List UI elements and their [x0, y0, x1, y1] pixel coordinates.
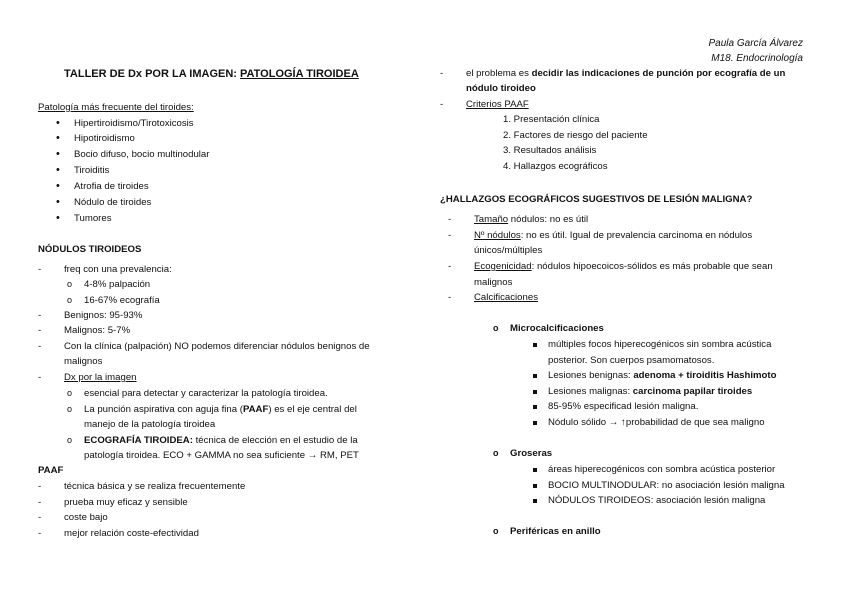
clinic-line: - Con la clínica (palpación) NO podemos diferenciar nódulos benignos de [64, 339, 370, 355]
malign-line: - Malignos: 5-7% [64, 323, 130, 339]
micro-item-cont: posterior. Son cuerpos psamomatosos. [548, 355, 715, 366]
finding-calcifications: - Calcificaciones [474, 290, 538, 306]
criteria-heading: - Criterios PAAF [466, 97, 529, 113]
freq-sub-item: o 16-67% ecografía [84, 293, 160, 309]
nodules-heading: NÓDULOS TIROIDEOS [38, 244, 142, 255]
problem-line: - el problema es decidir las indicaciones de punción por ecografía de un [466, 66, 785, 82]
dx-item-cont: manejo de la patología tiroidea [84, 419, 216, 430]
gross-item: BOCIO MULTINODULAR: no asociación lesión maligna [548, 478, 785, 494]
micro-item: Lesiones benignas: adenoma + tiroiditis Hashimoto [548, 368, 776, 384]
dx-heading: - Dx por la imagen [64, 370, 137, 386]
dx-item: o ECOGRAFÍA TIROIDEA: técnica de elección en el estudio de la [84, 433, 358, 449]
author-course: M18. Endocrinología [711, 53, 803, 64]
list-item: • Bocio difuso, bocio multinodular [74, 147, 209, 163]
paaf-item: - coste bajo [64, 510, 108, 526]
micro-item: múltiples focos hiperecogénicos sin sombra acústica [548, 337, 771, 353]
clinic-line-cont: malignos [64, 356, 103, 367]
list-item: • Tiroiditis [74, 163, 109, 179]
criteria-item: 1. Presentación clínica [503, 114, 600, 125]
micro-item: 85-95% especificad lesión maligna. [548, 399, 698, 415]
paaf-heading: PAAF [38, 465, 64, 476]
micro-heading: o Microcalcificaciones [510, 321, 604, 337]
finding-number-cont: únicos/múltiples [474, 245, 543, 256]
gross-item: NÓDULOS TIROIDEOS: asociación lesión maligna [548, 493, 765, 509]
finding-number: - Nº nódulos: no es útil. Igual de prevalencia carcinoma en nódulos [474, 228, 752, 244]
list-item: • Atrofia de tiroides [74, 179, 149, 195]
findings-heading: ¿HALLAZGOS ECOGRÁFICOS SUGESTIVOS DE LESIÓN MALIGNA? [440, 194, 753, 205]
micro-item: Nódulo sólido → ↑probabilidad de que sea maligno [548, 415, 765, 431]
dx-item: o La punción aspirativa con aguja fina (PAAF) es el eje central del [84, 402, 357, 418]
criteria-item: 4. Hallazgos ecográficos [503, 161, 608, 172]
list-item: • Nódulo de tiroides [74, 195, 151, 211]
freq-sub-item: o 4-8% palpación [84, 277, 150, 293]
gross-item: áreas hiperecogénicos con sombra acústica posterior [548, 462, 775, 478]
freq-line: - freq con una prevalencia: [64, 262, 172, 278]
finding-echogenicity: - Ecogenicidad: nódulos hipoecoicos-sólidos es más probable que sean [474, 259, 773, 275]
list-item: • Hipertiroidismo/Tirotoxicosis [74, 116, 194, 132]
peripheral-heading: o Periféricas en anillo [510, 524, 601, 540]
page-title: TALLER DE Dx POR LA IMAGEN: PATOLOGÍA TIROIDEA [64, 68, 359, 80]
finding-echogenicity-cont: malignos [474, 277, 513, 288]
criteria-item: 3. Resultados análisis [503, 145, 597, 156]
dx-item: o esencial para detectar y caracterizar la patología tiroidea. [84, 386, 328, 402]
paaf-item: - técnica básica y se realiza frecuentemente [64, 479, 245, 495]
paaf-item: - mejor relación coste-efectividad [64, 526, 199, 542]
dx-item-cont: patología tiroidea. ECO + GAMMA no sea suficiente → RM, PET [84, 450, 359, 461]
benign-line: - Benignos: 95-93% [64, 308, 142, 324]
finding-size: - Tamaño nódulos: no es útil [474, 212, 588, 228]
problem-line-cont: nódulo tiroideo [466, 83, 536, 94]
list-item: • Tumores [74, 211, 112, 227]
criteria-item: 2. Factores de riesgo del paciente [503, 130, 648, 141]
micro-item: Lesiones malignas: carcinoma papilar tiroides [548, 384, 752, 400]
paaf-item: - prueba muy eficaz y sensible [64, 495, 188, 511]
author-name: Paula García Álvarez [708, 38, 803, 49]
gross-heading: o Groseras [510, 446, 552, 462]
pathology-heading: Patología más frecuente del tiroides: [38, 102, 194, 113]
list-item: • Hipotiroidismo [74, 131, 135, 147]
